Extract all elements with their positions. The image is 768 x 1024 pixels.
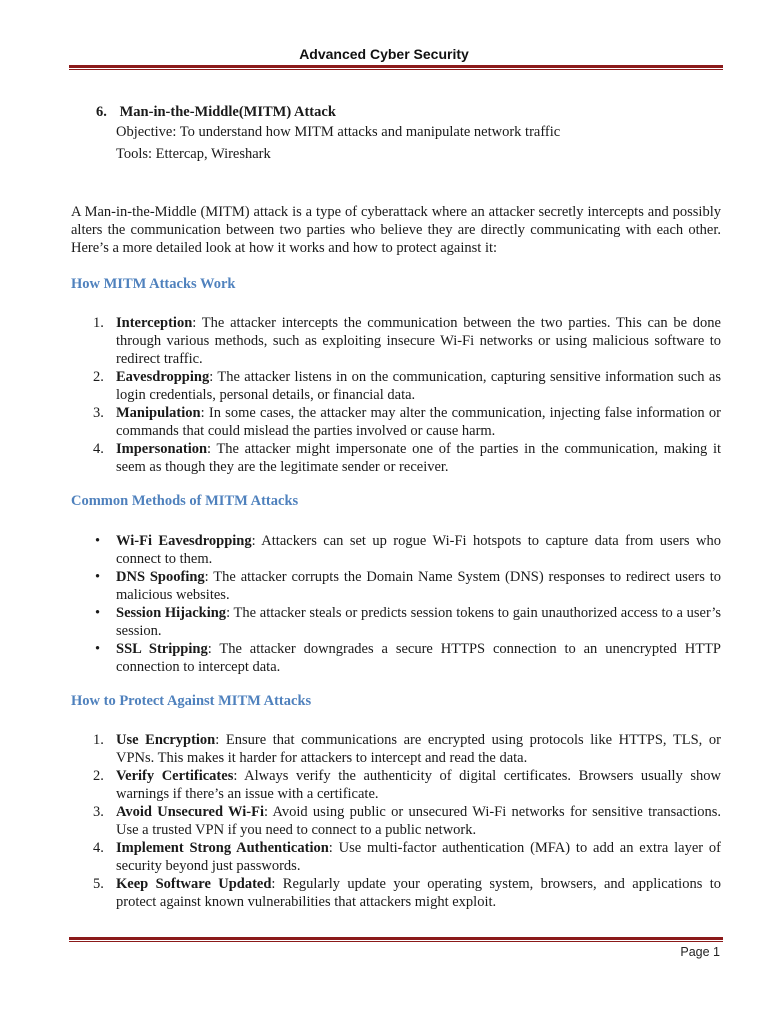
section-heading	[96, 104, 336, 121]
footer-divider	[69, 937, 723, 942]
list-marker: 2.	[93, 768, 104, 784]
list-item	[71, 767, 721, 803]
item-text: : The attacker listens in on the communication, capturing sensitive information such as login credentials, personal details, or financial data.	[116, 369, 721, 403]
item-term: DNS Spoofing	[116, 569, 205, 585]
protect-heading: How to Protect Against MITM Attacks	[71, 693, 312, 709]
list-item	[71, 568, 721, 604]
list-marker: 2.	[93, 369, 104, 385]
list-item	[71, 803, 721, 839]
item-term: Keep Software Updated	[116, 876, 272, 892]
item-term: Session Hijacking	[116, 605, 227, 621]
item-text: : The attacker might impersonate one of the parties in the communication, making it seem as though they are the legitimate sender or receiver.	[116, 441, 721, 475]
list-marker: 3.	[93, 405, 104, 421]
item-term: Verify Certificates	[116, 768, 234, 784]
item-text: : Ensure that communications are encrypted using protocols like HTTPS, TLS, or VPNs. This makes it harder for attackers to intercept and read the data.	[116, 732, 721, 766]
item-text: : Use multi-factor authentication (MFA) to add an extra layer of security beyond just passwords.	[116, 840, 721, 874]
list-marker: 1.	[93, 732, 104, 748]
objective-line: Objective: To understand how MITM attacks and manipulate network traffic	[116, 124, 561, 140]
list-marker: 4.	[93, 441, 104, 457]
list-item	[71, 368, 721, 404]
list-item	[71, 875, 721, 911]
list-item	[71, 731, 721, 767]
bullet-marker: •	[95, 533, 101, 549]
page-number: Page 1	[680, 945, 720, 959]
item-text: : In some cases, the attacker may alter the communication, injecting false information or commands that could mislead the parties involved or cause harm.	[116, 405, 721, 439]
item-text: : The attacker steals or predicts session tokens to gain unauthorized access to a user’s session.	[116, 605, 721, 639]
item-term: Impersonation	[116, 441, 208, 457]
item-text: : The attacker downgrades a secure HTTPS connection to an unencrypted HTTP connection to intercept data.	[116, 641, 721, 675]
methods-list	[71, 532, 721, 676]
bullet-marker: •	[95, 569, 101, 585]
protect-list	[71, 731, 721, 911]
item-term: SSL Stripping	[116, 641, 208, 657]
list-marker: 3.	[93, 804, 104, 820]
methods-heading: Common Methods of MITM Attacks	[71, 493, 299, 509]
bullet-marker: •	[95, 641, 101, 657]
intro-paragraph: A Man-in-the-Middle (MITM) attack is a type of cyberattack where an attacker secretly intercepts and possibly alters the communication between two parties who believe they are directly communicating with each other. Here’s a more detailed look at how it works and how to protect against it:	[71, 204, 721, 256]
item-term: Wi-Fi Eavesdropping	[116, 533, 252, 549]
item-text: : Attackers can set up rogue Wi-Fi hotspots to capture data from users who connect to them.	[116, 533, 721, 567]
list-marker: 5.	[93, 876, 104, 892]
item-text: : Regularly update your operating system, browsers, and applications to protect against known vulnerabilities that attackers might exploit.	[116, 876, 721, 910]
item-text: : The attacker corrupts the Domain Name System (DNS) responses to redirect users to malicious websites.	[116, 569, 721, 603]
list-marker: 4.	[93, 840, 104, 856]
list-item	[71, 440, 721, 476]
header-divider	[69, 65, 723, 70]
tools-line: Tools: Ettercap, Wireshark	[116, 146, 271, 162]
list-item	[71, 404, 721, 440]
section-number: 6.	[96, 104, 107, 120]
list-item	[71, 314, 721, 368]
item-term: Use Encryption	[116, 732, 216, 748]
item-text: : The attacker intercepts the communication between the two parties. This can be done through various methods, such as exploiting insecure Wi-Fi networks or using malicious software to redirect traffic.	[116, 315, 721, 367]
list-item	[71, 532, 721, 568]
item-term: Eavesdropping	[116, 369, 210, 385]
item-term: Implement Strong Authentication	[116, 840, 329, 856]
list-item	[71, 604, 721, 640]
item-text: : Avoid using public or unsecured Wi-Fi networks for sensitive transactions. Use a trusted VPN if you need to connect to a public network.	[116, 804, 721, 838]
item-term: Avoid Unsecured Wi-Fi	[116, 804, 265, 820]
item-text: : Always verify the authenticity of digital certificates. Browsers usually show warnings if there’s an issue with a certificate.	[116, 768, 721, 802]
page-header-title: Advanced Cyber Security	[299, 46, 469, 62]
list-item	[71, 839, 721, 875]
section-title: Man-in-the-Middle(MITM) Attack	[119, 104, 336, 120]
bullet-marker: •	[95, 605, 101, 621]
list-item	[71, 640, 721, 676]
item-term: Manipulation	[116, 405, 201, 421]
list-marker: 1.	[93, 315, 104, 331]
how-work-list	[71, 314, 721, 476]
how-work-heading: How MITM Attacks Work	[71, 276, 236, 292]
item-term: Interception	[116, 315, 193, 331]
